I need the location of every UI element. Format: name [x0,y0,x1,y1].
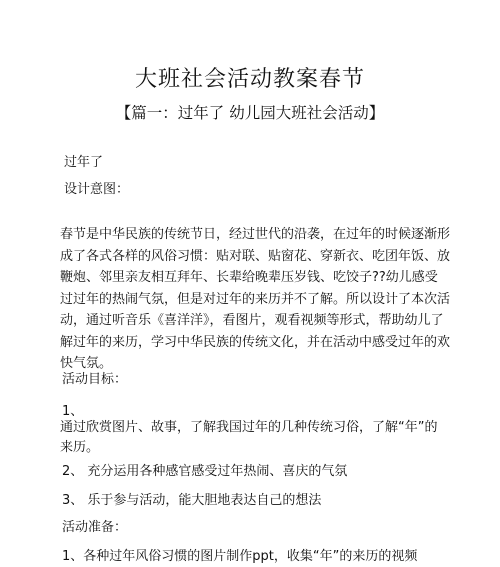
prep-item-1: 1、各种过年风俗习惯的图片制作ppt，收集“年”的来历的视频 [62,549,418,564]
goals-heading: 活动目标： [62,372,128,387]
goal-1-text: 通过欣赏图片、故事，了解我国过年的几种传统习俗，了解“年”的来历。 [60,420,438,455]
goal-3: 3、 乐于参与活动，能大胆地表达自己的想法 [62,493,322,508]
document-title: 大班社会活动教案春节 [134,67,365,92]
goal-1-number: 1、 [62,404,84,419]
goal-2: 2、 充分运用各种感官感受过年热闹、喜庆的气氛 [62,464,348,479]
prep-heading: 活动准备： [62,520,128,535]
design-heading: 设计意图： [64,182,130,197]
section-title: 过年了 [64,155,104,170]
design-paragraph: 春节是中华民族的传统节日，经过世代的沿袭，在过年的时候逐渐形成了各式各样的风俗习惯：贴对联、贴窗花、穿新衣、吃团年饭、放鞭炮、邻里亲友相互拜年、长辈给晚辈压岁钱、吃饺子??幼儿感受过过年的热闹气氛，但是对过年的来历并不了解。所以设计了本次活动，通过听音乐《喜洋洋》，看图片，观看视频等形式，帮助幼儿了解过年的来历，学习中华民族的传统文化，并在活动中感受过年的欢快气氛。 [60,227,451,371]
document-subtitle: 【篇一：过年了 幼儿园大班社会活动】 [115,104,385,122]
